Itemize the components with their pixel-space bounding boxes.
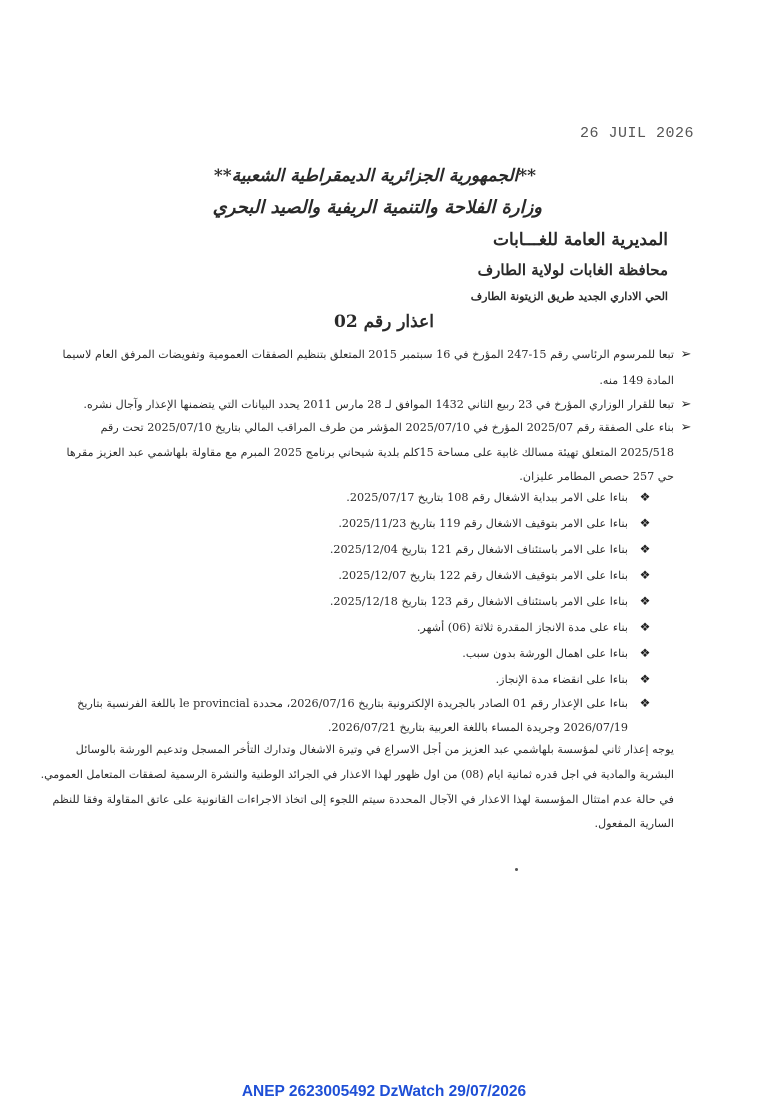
legal-line-2: المادة 149 منه. xyxy=(599,374,674,387)
conservation-heading: محافظة الغابات لولاية الطارف xyxy=(477,261,668,279)
diamond-bullet-icon: ❖ xyxy=(639,620,651,634)
scan-speck xyxy=(515,868,518,871)
arrow-bullet-icon: ➢ xyxy=(680,347,692,362)
body-line-2: البشرية والمادية في اجل قدره ثمانية ايام (08) من اول ظهور لهذا الاعذار في الجرائد الوطنية والنشرة الرسمية لصفقات المتعامل العمومي. xyxy=(40,768,674,781)
republic-heading: **الجمهورية الجزائرية الديمقراطية الشعبية** xyxy=(213,166,536,186)
order-item: بناءا على الامر باستئناف الاشغال رقم 123 بتاريخ 2025/12/18. xyxy=(329,595,628,608)
body-line-4: السارية المفعول. xyxy=(594,817,674,830)
diamond-bullet-icon: ❖ xyxy=(639,542,651,556)
date-stamp: 26 JUIL 2026 xyxy=(580,125,695,142)
order-item: بناءا على اهمال الورشة بدون سبب. xyxy=(462,647,628,660)
order-item-continuation: 2026/07/19 وجريدة المساء باللغة العربية بتاريخ 2026/07/21. xyxy=(327,721,628,734)
arrow-bullet-icon: ➢ xyxy=(680,420,692,435)
notice-title: اعذار رقم 02 xyxy=(334,312,434,332)
order-item: بناءا على الامر بتوقيف الاشغال رقم 119 بتاريخ 2025/11/23. xyxy=(338,517,628,530)
legal-line-3: تبعا للقرار الوزاري المؤرخ في 23 ربيع الثاني 1432 الموافق لـ 28 مارس 2011 يحدد البيانات التي يتضمنها الإعذار وآجال نشره. xyxy=(83,398,674,411)
footer-reference: ANEP 2623005492 DzWatch 29/07/2026 xyxy=(241,1083,527,1100)
legal-line-5: 2025/518 المتعلق تهيئة مسالك غابية على مساحة 15كلم بلدية شيحاني برنامج 2025 المبرم مع مقاولة بلهاشمي عبد العزيز مقرها xyxy=(66,446,674,459)
ministry-heading: وزارة الفلاحة والتنمية الريفية والصيد البحري xyxy=(212,197,542,218)
legal-line-1: تبعا للمرسوم الرئاسي رقم 15-247 المؤرخ في 16 سبتمبر 2015 المتعلق بتنظيم الصفقات العمومية وتفويضات المرفق العام لاسيما xyxy=(62,348,674,361)
order-item: بناءا على انقضاء مدة الإنجاز. xyxy=(495,673,628,686)
address-line: الحي الاداري الجديد طريق الزيتونة الطارف xyxy=(470,290,668,303)
diamond-bullet-icon: ❖ xyxy=(639,490,651,504)
order-item: بناء على مدة الانجاز المقدرة ثلاثة (06) أشهر. xyxy=(416,621,628,634)
body-line-3: في حالة عدم امتثال المؤسسة لهذا الاعذار في الآجال المحددة سيتم اللجوء إلى اتخاذ الاجراءات القانونية على عاتق المقاولة وفقا للنظم xyxy=(52,793,674,806)
directorate-heading: المديرية العامة للغـــابات xyxy=(493,230,668,250)
body-line-1: يوجه إعذار ثاني لمؤسسة بلهاشمي عبد العزيز من أجل الاسراع في وتيرة الاشغال وتدارك التأخر المسجل وتدعيم الورشة بالوسائل xyxy=(75,743,674,756)
order-item: بناءا على الإعذار رقم 01 الصادر بالجريدة الإلكترونية بتاريخ 2026/07/16، محددة le provincial باللغة الفرنسية بتاريخ xyxy=(77,697,628,710)
legal-line-6: حي 257 حصص المطامر عليزان. xyxy=(519,470,674,483)
diamond-bullet-icon: ❖ xyxy=(639,696,651,710)
diamond-bullet-icon: ❖ xyxy=(639,646,651,660)
diamond-bullet-icon: ❖ xyxy=(639,516,651,530)
diamond-bullet-icon: ❖ xyxy=(639,568,651,582)
order-item: بناءا على الامر باستئناف الاشغال رقم 121 بتاريخ 2025/12/04. xyxy=(329,543,628,556)
diamond-bullet-icon: ❖ xyxy=(639,672,651,686)
legal-line-4: بناء على الصفقة رقم 2025/07 المؤرخ في 2025/07/10 المؤشر من طرف المراقب المالي بتاريخ 2025/07/10 تحت رقم xyxy=(100,421,674,434)
order-item: بناءا على الامر ببداية الاشغال رقم 108 بتاريخ 2025/07/17. xyxy=(346,491,628,504)
diamond-bullet-icon: ❖ xyxy=(639,594,651,608)
arrow-bullet-icon: ➢ xyxy=(680,397,692,412)
order-item: بناءا على الامر بتوقيف الاشغال رقم 122 بتاريخ 2025/12/07. xyxy=(338,569,628,582)
